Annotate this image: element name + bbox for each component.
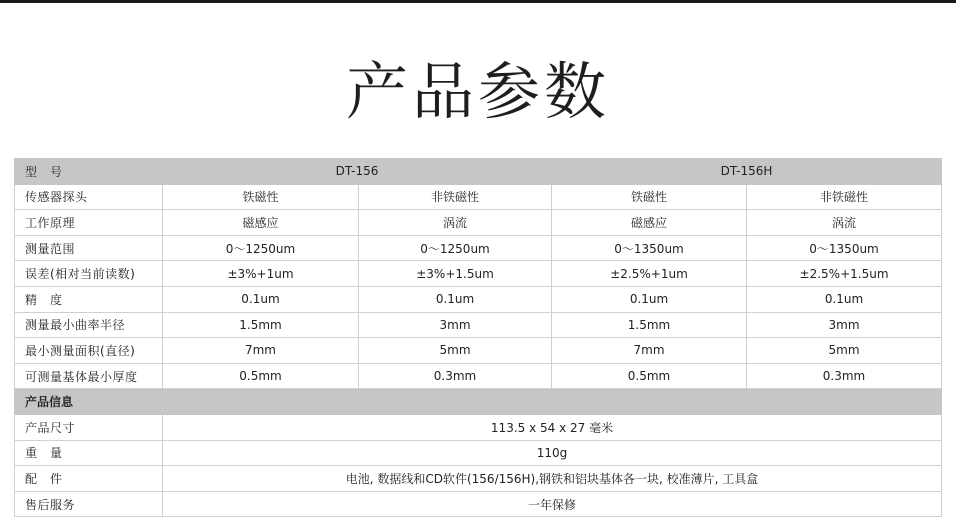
cell-value: 涡流 [359,210,552,236]
top-divider [0,0,956,3]
page-title: 产品参数 [345,55,610,128]
table-row [15,466,942,492]
row-label: 传感器探头 [15,184,163,210]
cell-value: 电池, 数据线和CD软件(156/156H),钢铁和铝块基体各一块, 校准薄片, 工具盒 [163,466,942,492]
cell-value: 5mm [359,338,552,364]
cell-value: 0.1um [163,286,359,312]
row-label: 测量最小曲率半径 [15,312,163,338]
table-row [15,414,942,440]
row-label: 产品尺寸 [15,414,163,440]
cell-value: 0.1um [747,286,942,312]
table-row [15,286,942,312]
row-label: 误差(相对当前读数) [15,261,163,287]
cell-value: ±2.5%+1.5um [747,261,942,287]
table-row [15,440,942,466]
cell-value: 0～1250um [163,235,359,261]
cell-value: ±3%+1.5um [359,261,552,287]
table-row [15,184,942,210]
product-parameters-table [14,158,942,517]
row-label: 可测量基体最小厚度 [15,363,163,389]
cell-value: 1.5mm [163,312,359,338]
row-label: 最小测量面积(直径) [15,338,163,364]
cell-value: 涡流 [747,210,942,236]
cell-value: 113.5 x 54 x 27 毫米 [163,414,942,440]
row-label: 售后服务 [15,491,163,517]
table-row [15,363,942,389]
cell-value: 0.1um [552,286,747,312]
cell-value: 0～1250um [359,235,552,261]
cell-value: 7mm [552,338,747,364]
cell-value: 0～1350um [552,235,747,261]
product-info-section-row [15,389,942,415]
cell-value: 铁磁性 [552,184,747,210]
model-header-row [15,159,942,185]
cell-value: 5mm [747,338,942,364]
cell-value: 0.3mm [747,363,942,389]
cell-value: ±2.5%+1um [552,261,747,287]
table-row [15,261,942,287]
cell-value: 0.5mm [552,363,747,389]
cell-value: 非铁磁性 [747,184,942,210]
cell-value: 一年保修 [163,491,942,517]
cell-value: 3mm [747,312,942,338]
cell-value: ±3%+1um [163,261,359,287]
cell-value: 0.1um [359,286,552,312]
row-label: 测量范围 [15,235,163,261]
cell-value: 0.5mm [163,363,359,389]
cell-value: 铁磁性 [163,184,359,210]
cell-value: 1.5mm [552,312,747,338]
model-dt-156: DT-156 [163,159,552,185]
row-label: 配 件 [15,466,163,492]
row-label: 精 度 [15,286,163,312]
cell-value: 磁感应 [163,210,359,236]
cell-value: 110g [163,440,942,466]
row-label: 重 量 [15,440,163,466]
table-row [15,210,942,236]
cell-value: 0～1350um [747,235,942,261]
cell-value: 3mm [359,312,552,338]
row-label: 工作原理 [15,210,163,236]
product-info-section-label: 产品信息 [15,389,942,415]
table-row [15,235,942,261]
cell-value: 非铁磁性 [359,184,552,210]
model-header-label: 型 号 [15,159,163,185]
table-row [15,491,942,517]
model-dt-156h: DT-156H [552,159,942,185]
cell-value: 7mm [163,338,359,364]
cell-value: 0.3mm [359,363,552,389]
table-row [15,338,942,364]
cell-value: 磁感应 [552,210,747,236]
table-row [15,312,942,338]
